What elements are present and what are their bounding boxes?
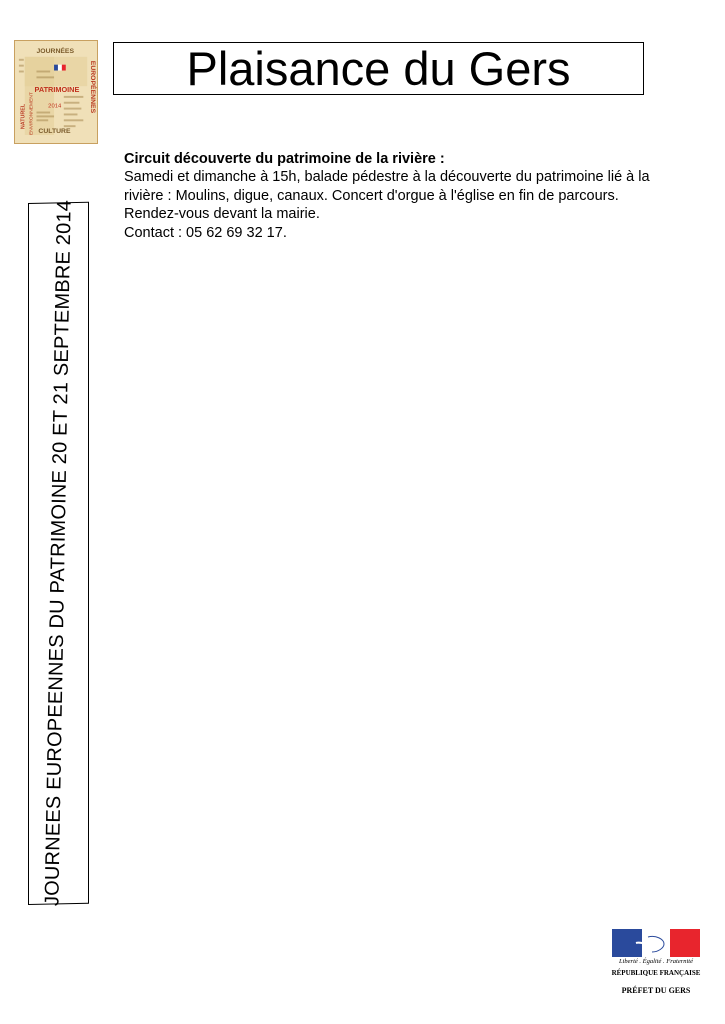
logo-word-culture: CULTURE xyxy=(38,127,71,135)
republic-name: RÉPUBLIQUE FRANÇAISE xyxy=(611,969,701,977)
logo-word-europeennes: EUROPÉENNES xyxy=(89,60,97,114)
logo-word-2014: 2014 xyxy=(48,103,62,110)
event-line-3: Rendez-vous devant la mairie. xyxy=(124,206,320,223)
event-contact: Contact : 05 62 69 32 17. xyxy=(124,224,287,241)
title-box xyxy=(113,42,644,95)
event-heading: Circuit découverte du patrimoine de la rivière : xyxy=(124,151,445,167)
logo-word-journees: JOURNÉES xyxy=(36,47,75,55)
event-description xyxy=(124,150,684,242)
event-line-2: rivière : Moulins, digue, canaux. Concert d'orgue à l'église en fin de parcours. xyxy=(124,187,619,204)
vertical-banner-text: JOURNEES EUROPEENNES DU PATRIMOINE 20 ET 21 SEPTEMBRE 2014 xyxy=(41,199,76,907)
prefet-name: PRÉFET DU GERS xyxy=(621,986,691,995)
logo-word-naturel: NATUREL xyxy=(20,103,27,130)
republic-motto: Liberté . Égalité . Fraternité xyxy=(618,958,694,965)
logo-word-environnement: ENVIRONNEMENT xyxy=(29,92,35,135)
page-title: Plaisance du Gers xyxy=(186,42,571,95)
event-line-1: Samedi et dimanche à 15h, balade pédestre à la découverte du patrimoine lié à la xyxy=(124,169,650,186)
patrimoine-logo xyxy=(14,40,98,144)
logo-word-patrimoine: PATRIMOINE xyxy=(34,85,80,94)
